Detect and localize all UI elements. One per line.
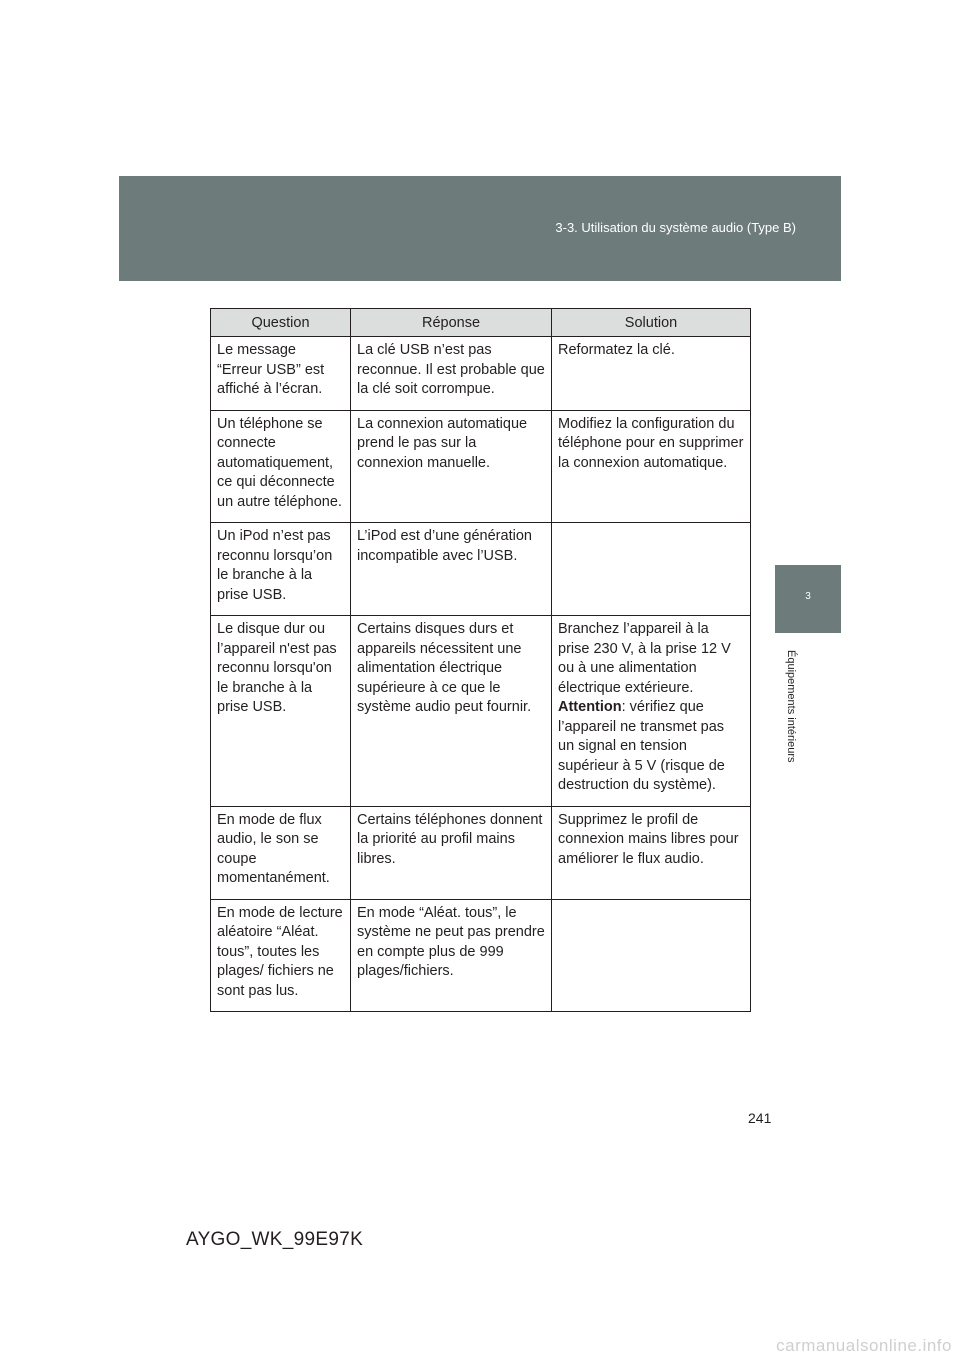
table-row (211, 337, 751, 411)
solution-cell: Supprimez le profil de connexion mains libres pour améliorer le flux audio. (552, 806, 751, 899)
answer-cell: L’iPod est d’une génération incompatible avec l’USB. (351, 523, 552, 616)
answer-cell: La connexion automatique prend le pas sur la connexion manuelle. (351, 410, 552, 523)
table-row (211, 806, 751, 899)
solution-cell: Reformatez la clé. (552, 337, 751, 411)
answer-cell: En mode “Aléat. tous”, le système ne peut pas prendre en compte plus de 999 plages/fichiers. (351, 899, 552, 1012)
column-header-question: Question (211, 309, 351, 337)
chapter-tab (775, 565, 841, 633)
attention-label: Attention (558, 699, 622, 715)
document-code: AYGO_WK_99E97K (186, 1229, 364, 1250)
question-cell: Le message “Erreur USB” est affiché à l’écran. (211, 337, 351, 411)
chapter-label-text: Équipements intérieurs (785, 650, 797, 763)
troubleshooting-table (210, 308, 751, 1012)
attention-text: : vérifiez que l’appareil ne transmet pas un signal en tension supérieur à 5 V (risque de destruction du système). (558, 699, 725, 793)
question-cell: Un téléphone se connecte automatiquement, ce qui déconnecte un autre téléphone. (211, 410, 351, 523)
watermark: carmanualsonline.info (776, 1336, 952, 1355)
table-row (211, 899, 751, 1012)
solution-cell (552, 899, 751, 1012)
solution-cell (552, 616, 751, 807)
table-row (211, 410, 751, 523)
question-cell: Un iPod n’est pas reconnu lorsqu’on le branche à la prise USB. (211, 523, 351, 616)
page-number: 241 (748, 1110, 772, 1126)
column-header-solution: Solution (552, 309, 751, 337)
solution-cell (552, 523, 751, 616)
answer-cell: Certains téléphones donnent la priorité au profil mains libres. (351, 806, 552, 899)
table-row (211, 616, 751, 807)
question-cell: En mode de flux audio, le son se coupe momentanément. (211, 806, 351, 899)
table-header-row (211, 309, 751, 337)
section-header-band (119, 176, 841, 281)
answer-cell: Certains disques durs et appareils nécessitent une alimentation électrique supérieure à ce que le système audio peut fournir. (351, 616, 552, 807)
chapter-label (785, 650, 801, 800)
question-cell: Le disque dur ou l’appareil n'est pas reconnu lorsqu'on le branche à la prise USB. (211, 616, 351, 807)
solution-note (558, 698, 744, 796)
solution-cell: Modifiez la configuration du téléphone pour en supprimer la connexion automatique. (552, 410, 751, 523)
answer-cell: La clé USB n’est pas reconnue. Il est probable que la clé soit corrompue. (351, 337, 552, 411)
solution-text: Branchez l’appareil à la prise 230 V, à la prise 12 V ou à une alimentation électrique extérieure. (558, 621, 731, 696)
question-cell: En mode de lecture aléatoire “Aléat. tous”, toutes les plages/ fichiers ne sont pas lus. (211, 899, 351, 1012)
column-header-answer: Réponse (351, 309, 552, 337)
table-row (211, 523, 751, 616)
section-title: 3-3. Utilisation du système audio (Type B) (555, 220, 796, 235)
chapter-number: 3 (805, 591, 811, 602)
